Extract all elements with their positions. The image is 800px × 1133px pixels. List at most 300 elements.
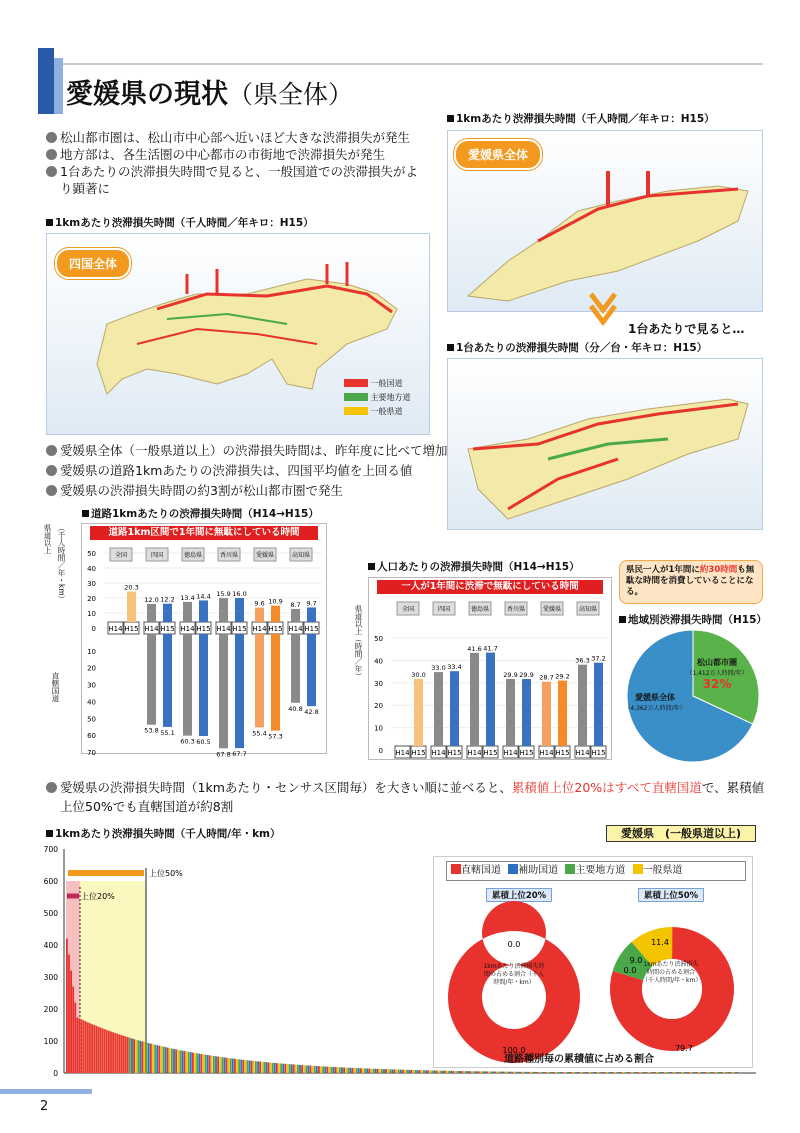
chart1-value: 12.0 [144,596,159,604]
donut1-value: 0.0 [507,940,521,949]
chart1-tick: 0 [91,625,96,633]
chart1-ylabel-unit: （千人時間／年・km） [57,524,66,604]
bigchart-bar [110,1031,112,1073]
bigchart-bar [324,1067,326,1073]
bigchart-bar [131,1038,133,1073]
bigchart-bar [268,1062,270,1073]
bigchart-bar [87,1022,89,1073]
bigchart-bar [161,1046,163,1073]
bigchart-bar [116,1034,118,1073]
chart1-category: 徳島県 [183,552,203,559]
chart1-year: H15 [304,625,319,633]
chart1-bar-lower [271,634,280,731]
bigchart-bar [366,1068,368,1073]
chart1-bar-upper [183,602,192,622]
chart1-bar-lower [219,634,228,748]
chart2-frame [368,577,612,760]
bigchart-bar [156,1045,158,1073]
chart1-value: 15.9 [216,590,231,599]
chart1-tick: 50 [87,550,96,558]
bigchart-bar [232,1059,234,1073]
bigchart-bar [242,1060,244,1073]
chart1-tick: 20 [87,595,96,603]
bigchart-bar [68,955,70,1073]
chart1-value: 67.7 [232,750,247,759]
bigchart-tick: 500 [43,909,58,918]
bigchart-bar [196,1053,198,1073]
chart1-category: 愛媛県 [255,552,275,559]
chart1-tick: 50 [87,715,96,724]
bigchart-bar [398,1070,400,1073]
map-ehime1-title: 1kmあたり渋滞損失時間（千人時間／年キロ：H15） [447,111,715,126]
bigchart-bar [276,1063,278,1073]
bigchart-bar [299,1065,301,1073]
chart1-tick: 40 [87,698,96,707]
bigchart-caption: 1kmあたり渋滞損失時間（千人時間/年・km） [46,826,281,841]
bigchart-bar [146,1043,148,1073]
bigchart-bar [129,1038,131,1073]
callout-box: 県民一人が1年間に約30時間も無駄な時間を消費していることになる。 [619,560,763,604]
arrow-caption: 1台あたりで見ると… [628,322,745,336]
bigchart-bar [194,1053,196,1073]
bigchart-bar [259,1062,261,1073]
bigchart-tick: 0 [53,1069,58,1078]
bigchart-bar [188,1052,190,1073]
chart1-value: 9.6 [254,599,265,608]
bigchart-bar [167,1048,169,1073]
donut-legend: 直轄国道 補助国道 主要地方道 一般県道 [446,861,746,881]
bigchart-bar [211,1056,213,1073]
chart1-value: 10.9 [268,597,283,606]
bigchart-bar [173,1049,175,1073]
bigchart-bar [389,1069,391,1073]
chart1-year: H14 [180,625,195,633]
bigchart-bar [106,1030,108,1073]
bigchart-bar [249,1060,251,1073]
chart1-value: 55.1 [160,728,175,737]
chart1-tick: 20 [87,664,96,673]
chart1-value: 9.7 [306,599,317,608]
bigchart-top50-label: 上位50% [149,869,183,878]
bigchart-bar [261,1062,263,1073]
bigchart-bar [429,1070,431,1073]
bigchart-bar [226,1058,228,1073]
bigchart-top20-label: 上位20% [81,892,115,901]
chart1-category: 四国 [150,552,164,559]
donut2-value: 79.7 [675,1044,693,1053]
header-bar [38,48,54,114]
bigchart-bar [280,1063,282,1073]
bigchart-bar [297,1065,299,1073]
chart1-value: 57.3 [268,732,283,741]
chart2-tick: 40 [374,657,383,666]
bigchart-bar [266,1062,268,1073]
donut2-value: 9.0 [629,956,643,965]
chart2-value: 41.6 [467,644,482,653]
bigchart-bar [293,1064,295,1073]
chart2-year: H15 [591,749,606,757]
bigchart-tick: 200 [43,1005,58,1014]
bigchart-bar [169,1048,171,1073]
chart1-tick: 70 [87,749,96,757]
bigchart-bar [263,1062,265,1073]
bigchart-bar [77,1017,79,1073]
bigchart-bar [413,1070,415,1073]
bigchart-bar [427,1070,429,1073]
donut2-value: 11.4 [651,938,669,947]
bigchart-bar [272,1063,274,1073]
chart1-bar-upper [271,606,280,622]
bigchart-bar [253,1061,255,1073]
donut2-value: 0.0 [623,966,637,975]
chart1-bar-upper [199,600,208,622]
bigchart-bar [192,1053,194,1073]
bigchart-bar [209,1055,211,1073]
chart2-category: 愛媛県 [542,606,562,613]
donut-panel [433,856,753,1068]
chart1-bar-upper [235,598,244,622]
bigchart-bar [303,1065,305,1073]
chart1-bar-upper [307,607,316,622]
chart2-bar [542,682,551,746]
chart2-value: 36.3 [575,656,590,665]
chart2-bar [450,671,459,746]
bigchart-bar [182,1051,184,1073]
bigchart-bar [421,1070,423,1073]
chart1-tick: 10 [87,610,96,618]
chart1-bar-lower [163,634,172,727]
chart1-bar-upper [147,604,156,622]
donut1-center: 1kmあたり渋滞損失時間の占める割合（千人時間/年・km） [483,963,545,986]
bigchart-bar [119,1034,121,1073]
bigchart-bar [247,1060,249,1073]
chart1-bar-upper [291,609,300,622]
bigchart-bar [133,1039,135,1073]
bigchart-bar [217,1057,219,1073]
bigchart-bar [79,1018,81,1073]
bigchart-bar [301,1065,303,1073]
bigchart-bar [270,1063,272,1073]
bigchart-bar [396,1069,398,1073]
page-number: 2 [40,1099,49,1114]
chart2-caption: 人口あたりの渋滞損失時間（H14→H15） [368,559,580,574]
chart2-value: 33.0 [431,664,446,673]
chart2-bar [506,679,515,746]
chart2-tick: 20 [374,702,383,711]
bigchart-bar [137,1040,139,1073]
mid-bullets: 愛媛県全体（一般県道以上）の渋滞損失時間は、昨年度に比べて増加 愛媛県の道路1kmあたりの渋滞損失は、四国平均値を上回る値 愛媛県の渋滞損失時間の約3割が松山都市圏で発生 [46,442,448,499]
chart2-year: H14 [395,749,410,757]
bigchart-bar [255,1061,257,1073]
chart2-category: 徳島県 [470,606,490,613]
chart1-value: 53.8 [144,726,159,735]
chart2-value: 29.9 [503,671,518,680]
chart1-bar-lower [199,634,208,736]
bigchart-bar [373,1069,375,1073]
bigchart-bar [278,1063,280,1073]
bigchart-bar [410,1070,412,1073]
chart1-tick: 30 [87,681,96,690]
chart2-year: H14 [467,749,482,757]
chart2-category: 全国 [401,606,415,613]
bigchart-bar [224,1057,226,1073]
chart2-value: 29.2 [555,672,570,681]
donut2-label: 累積上位50% [638,888,704,902]
bigchart-bar [104,1029,106,1073]
bigchart-bar [337,1067,339,1073]
bigchart-bar [364,1068,366,1073]
chart2-bar [414,679,423,746]
bigchart-bar [251,1061,253,1073]
chart2-year: H14 [503,749,518,757]
bigchart-bar [213,1056,215,1073]
pie-slice-label-matsuyama: 松山都市圏 （1,412万人時間/年） 32% [686,658,748,691]
chart2-year: H15 [555,749,570,757]
chart2-bar [594,663,603,746]
chart1-tick: 30 [87,580,96,588]
bigchart-bar [171,1049,173,1073]
chart1-year: H14 [288,625,303,633]
bigchart-bar [186,1051,188,1073]
chart2-value: 28.7 [539,673,554,682]
chart2-value: 37.2 [591,654,606,663]
chart1-tick: 10 [87,647,96,656]
chart2-category: 四国 [437,606,451,613]
bigchart-bar [423,1070,425,1073]
bigchart-bar [89,1023,91,1073]
bigchart-bar [81,1019,83,1073]
bigchart-bar [221,1057,223,1073]
bigchart-bar [360,1068,362,1073]
bigchart-bar [377,1069,379,1073]
bigchart-bar [163,1047,165,1073]
bigchart-bar [347,1068,349,1073]
map-ehime2-title: 1台あたりの渋滞損失時間（分／台・年キロ：H15） [447,340,707,355]
bigchart-bar [402,1070,404,1073]
chart1-category: 香川県 [219,552,239,559]
chart2-year: H15 [447,749,462,757]
chart1-value: 12.2 [160,595,175,604]
chart1-bar-lower [255,634,264,727]
bigchart-bar [350,1068,352,1073]
bigchart-bar [316,1066,318,1073]
chart1-category: 高知県 [291,552,311,559]
bigchart-bar [295,1065,297,1073]
bigchart-bar [236,1059,238,1073]
chart1-value: 20.3 [124,583,139,592]
chart1-value: 40.8 [288,704,303,713]
area-label: 愛媛県 (一般県道以上) [606,825,756,842]
bigchart-bar [379,1069,381,1073]
chart1-ylabel-top: 県道以上 [43,524,52,554]
bigchart-bar [352,1068,354,1073]
bigchart-bar [335,1067,337,1073]
bigchart-bar [345,1068,347,1073]
chart2-title: 一人が1年間に渋滞で無駄にしている時間 [377,580,603,594]
chart1-value: 8.7 [290,600,301,609]
page-title: 愛媛県の現状（県全体） [66,79,354,110]
bigchart-bar [343,1067,345,1073]
map-legend: 一般国道 主要地方道 一般県道 [344,377,411,419]
bigchart-bar [234,1059,236,1073]
chart1-bar-lower [307,634,316,706]
bigchart-bar [135,1040,137,1073]
bigchart-bar [322,1066,324,1073]
chart1-value: 67.8 [216,750,231,759]
chart2-value: 33.4 [447,663,462,672]
bigchart-tick: 400 [43,941,58,950]
footer-bar [0,1089,92,1094]
bottom-bullet: 愛媛県の渋滞損失時間（1kmあたり・センサス区間毎）を大きい順に並べると、累積値上位20%はすべて直轄国道で、累積値 上位50%でも直轄国道が約8割 [46,778,764,816]
chart2-year: H15 [519,749,534,757]
bigchart-bar [123,1036,125,1073]
bigchart-bar [289,1064,291,1073]
chart1-value: 60.5 [196,737,211,746]
bigchart-bar [417,1070,419,1073]
bigchart-bar [190,1052,192,1073]
bigchart-bar [142,1041,144,1073]
chart2-tick: 30 [374,679,383,688]
bigchart-bar [354,1068,356,1073]
chart2-svg [369,594,613,760]
chart1-category: 全国 [114,552,128,559]
bigchart-bar [215,1056,217,1073]
bigchart-bar [387,1069,389,1073]
bigchart-bar [287,1064,289,1073]
bigchart-bar [74,1003,76,1073]
bigchart-bar [368,1069,370,1073]
bigchart-bar [284,1064,286,1073]
chart1-bar-upper [127,592,136,622]
donut2-center: 1kmあたり渋滞損失時間の占める割合（千人時間/年・km） [642,961,702,984]
chart1-year: H15 [160,625,175,633]
bigchart-bar [184,1051,186,1073]
chart1-year: H15 [124,625,139,633]
bigchart-bar [329,1067,331,1073]
chart2-year: H15 [483,749,498,757]
chart1-value: 55.4 [252,729,267,738]
chart2-bar [470,653,479,746]
bigchart-bar [154,1045,156,1073]
bigchart-bar [95,1026,97,1073]
bigchart-bar [230,1058,232,1073]
bigchart-bar [102,1028,104,1073]
chart2-tick: 50 [374,635,383,643]
chart1-tick: 60 [87,732,96,741]
bigchart-bar [381,1069,383,1073]
bigchart-bar [431,1070,433,1073]
bigchart-bar [274,1063,276,1073]
badge-shikoku: 四国全体 [55,248,131,279]
chart2-value: 30.0 [411,670,426,679]
chart1-caption: 道路1kmあたりの渋滞損失時間（H14→H15） [82,506,319,521]
bigchart-bar [205,1055,207,1073]
bigchart-bar [245,1060,247,1073]
chart1-ylabel-bottom: 直轄国道 [51,672,60,702]
bigchart-bar [310,1066,312,1073]
bigchart-bar [358,1068,360,1073]
bigchart-bar [114,1033,116,1073]
bigchart-bar [207,1055,209,1073]
bigchart-bar [394,1069,396,1073]
chart1-year: H15 [232,625,247,633]
bigchart-bar [100,1028,102,1073]
bigchart-bar [312,1066,314,1073]
chart1-year: H14 [144,625,159,633]
bigchart-bar [404,1070,406,1073]
chart1-value: 16.0 [232,590,247,598]
bigchart-bar [362,1068,364,1073]
chart1-bar-upper [163,604,172,622]
bigchart-bar [383,1069,385,1073]
map-ehime2 [447,358,763,530]
bigchart-bar [85,1021,87,1073]
chart1-bar-lower [235,634,244,748]
bigchart-bar [238,1059,240,1073]
chart1-value: 42.8 [304,708,319,717]
down-arrow-icon [588,292,618,326]
bigchart-bar [400,1070,402,1073]
chart1-value: 60.3 [180,737,195,746]
chart2-tick: 10 [374,724,383,733]
badge-ehime: 愛媛県全体 [454,139,542,170]
chart2-category: 香川県 [506,606,526,613]
bigchart-bar [339,1067,341,1073]
bigchart-bar [179,1050,181,1073]
chart2-bar [578,665,587,746]
chart1-year: H14 [252,625,267,633]
bigchart-bar [371,1069,373,1073]
bigchart-bar [415,1070,417,1073]
bigchart-bar [200,1054,202,1073]
bigchart-bar [112,1032,114,1073]
map-shikoku [46,233,430,435]
chart1-bar-lower [183,634,192,736]
chart2-category: 高知県 [578,606,598,613]
bigchart-bar [240,1060,242,1073]
pie-slice-label-ehime: 愛媛県全体 （4,362万人時間/年） [624,693,686,712]
chart1-year: H14 [216,625,231,633]
bigchart-bar [257,1061,259,1073]
bigchart-bar [152,1044,154,1073]
chart1-year: H15 [196,625,211,633]
bigchart-bar [305,1065,307,1073]
bigchart-bar [148,1043,150,1073]
bigchart-bar [228,1058,230,1073]
bigchart-bar [177,1050,179,1073]
chart1-value: 13.4 [180,593,195,602]
bigchart-bar [308,1065,310,1073]
chart2-ylabel: 県道以上（時間／年） [354,605,363,680]
chart1-frame [81,523,327,759]
chart2-year: H14 [431,749,446,757]
chart1-title: 道路1km区間で1年間に無駄にしている時間 [90,526,318,540]
bigchart-bar [144,1042,146,1073]
chart2-value: 41.7 [483,644,498,653]
bigchart-bar [91,1024,93,1073]
intro-bullets: 松山都市圏は、松山市中心部へ近いほど大きな渋滞損失が発生 地方部は、各生活圏の中心都市の市街地で渋滞損失が発生 1台あたりの渋滞損失時間で見ると、一般国道での渋滞損失がよ り顕著に [46,129,418,197]
chart2-year: H14 [575,749,590,757]
bigchart-bar [203,1054,205,1073]
chart1-bar-lower [291,634,300,703]
bigchart-bar [341,1067,343,1073]
bigchart-bar [108,1031,110,1073]
bigchart-bar [70,971,72,1073]
bigchart-bar [318,1066,320,1073]
chart2-value: 29.9 [519,671,534,680]
chart1-bar-upper [255,608,264,622]
bigchart-bar [385,1069,387,1073]
